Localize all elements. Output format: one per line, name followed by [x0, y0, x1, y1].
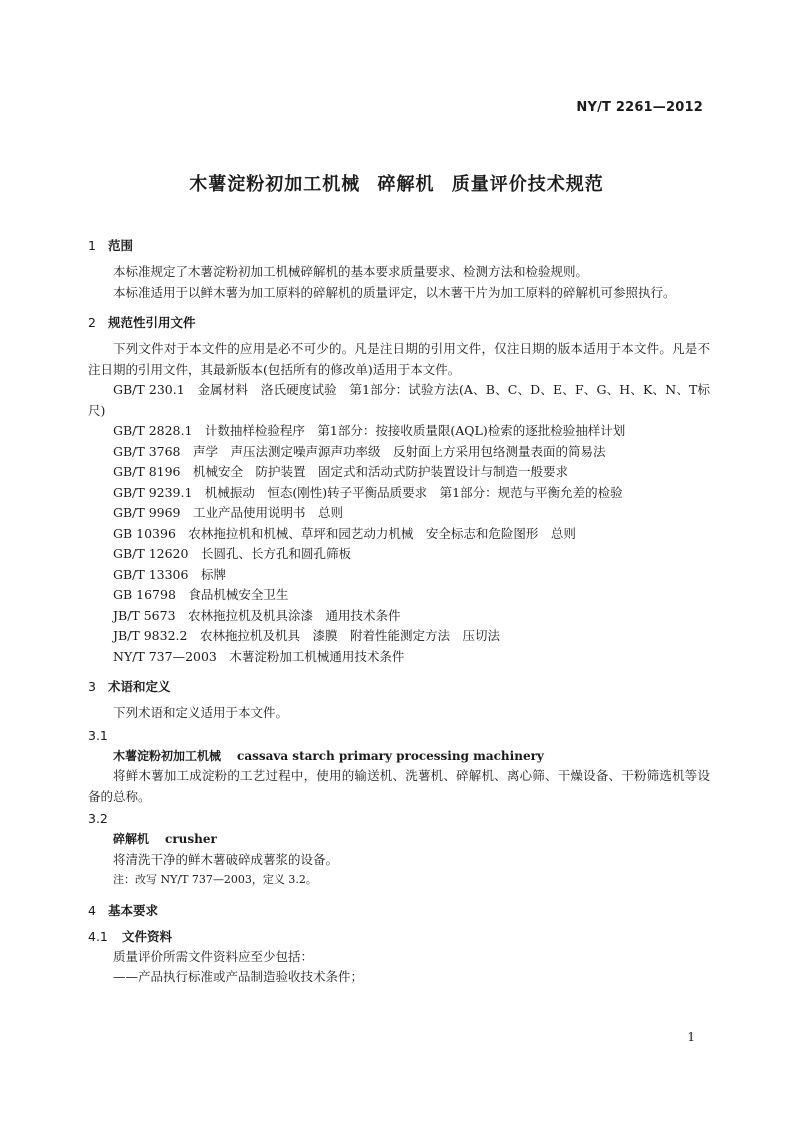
- section-number: 2: [88, 315, 96, 330]
- note: 注：改写 NY/T 737—2003，定义 3.2。: [113, 873, 317, 886]
- section-number: 4: [88, 902, 96, 918]
- standard-code: NY/T 2261—2012: [576, 100, 703, 115]
- reference-item: GB/T 3768 声学 声压法测定噪声源声功率级 反射面上方采用包络测量表面的简易法: [113, 443, 606, 459]
- section-1-heading: [88, 236, 710, 256]
- section-title: 规范性引用文件: [108, 315, 196, 330]
- section-3-heading: [88, 677, 710, 697]
- clause-number: 3.1: [88, 727, 108, 743]
- term-en: crusher: [165, 832, 217, 846]
- term-3-1: [88, 746, 710, 767]
- reference-item: GB/T 12620 长圆孔、长方孔和圆孔筛板: [113, 546, 351, 561]
- reference-item: GB/T 230.1 金属材料 洛氏硬度试验 第1部分：试验方法(A、B、C、D、E、F、G、H、K、N、T标尺): [88, 382, 710, 418]
- term-cn: 木薯淀粉初加工机械: [113, 748, 222, 763]
- reference-item: GB/T 9969 工业产品使用说明书 总则: [113, 505, 344, 520]
- clause-3-2-number: [88, 809, 710, 829]
- section-2-heading: [88, 313, 710, 333]
- reference-item: GB/T 13306 标牌: [113, 566, 226, 582]
- clause-3-1-number: [88, 726, 710, 746]
- reference-item: GB 16798 食品机械安全卫生: [113, 587, 289, 602]
- paragraph: 本标准适用于以鲜木薯为加工原料的碎解机的质量评定，以木薯干片为加工原料的碎解机可参照执行。: [113, 284, 676, 300]
- document-body: [88, 226, 710, 988]
- clause-title: 文件资料: [122, 928, 173, 944]
- page-number: 1: [687, 1030, 695, 1044]
- reference-item: GB/T 9239.1 机械振动 恒态(刚性)转子平衡品质要求 第1部分：规范与平衡允差的检验: [113, 484, 623, 500]
- section-number: 3: [88, 679, 96, 694]
- clause-number: 4.1: [88, 928, 108, 944]
- section-number: 1: [88, 238, 96, 253]
- clause-4-1-heading: [88, 927, 710, 947]
- term-en: cassava starch primary processing machinery: [237, 748, 544, 763]
- paragraph: 下列术语和定义适用于本文件。: [113, 705, 289, 720]
- section-title: 范围: [108, 238, 134, 253]
- document-title: 木薯淀粉初加工机械 碎解机 质量评价技术规范: [189, 174, 604, 195]
- term-cn: 碎解机: [113, 832, 150, 846]
- term-3-2: [88, 829, 710, 850]
- paragraph: 下列文件对于本文件的应用是必不可少的。凡是注日期的引用文件，仅注日期的版本适用于本文件。凡是不注日期的引用文件，其最新版本(包括所有的修改单)适用于本文件。: [88, 341, 710, 377]
- reference-item: JB/T 5673 农林拖拉机及机具涂漆 通用技术条件: [113, 607, 401, 623]
- term-definition: 将清洗干净的鲜木薯破碎成薯浆的设备。: [113, 851, 339, 867]
- section-4-heading: [88, 901, 710, 921]
- clause-number: 3.2: [88, 811, 108, 826]
- paragraph: 质量评价所需文件资料应至少包括：: [113, 948, 314, 964]
- reference-item: GB 10396 农林拖拉机和机械、草坪和园艺动力机械 安全标志和危险图形 总则: [113, 525, 576, 541]
- reference-item: NY/T 737—2003 木薯淀粉加工机械通用技术条件: [113, 648, 405, 664]
- section-title: 术语和定义: [108, 679, 171, 694]
- paragraph: 本标准规定了木薯淀粉初加工机械碎解机的基本要求质量要求、检测方法和检验规则。: [113, 264, 589, 279]
- reference-item: JB/T 9832.2 农林拖拉机及机具 漆膜 附着性能测定方法 压切法: [113, 628, 500, 643]
- term-definition: 将鲜木薯加工成淀粉的工艺过程中，使用的输送机、洗薯机、碎解机、离心筛、干燥设备、干粉筛选机等设备的总称。: [88, 768, 710, 804]
- reference-item: GB/T 2828.1 计数抽样检验程序 第1部分：按接收质量限(AQL)检索的逐批检验抽样计划: [113, 423, 626, 438]
- section-title: 基本要求: [108, 902, 159, 918]
- reference-item: GB/T 8196 机械安全 防护装置 固定式和活动式防护装置设计与制造一般要求: [113, 464, 569, 479]
- list-item: ——产品执行标准或产品制造验收技术条件；: [113, 969, 364, 984]
